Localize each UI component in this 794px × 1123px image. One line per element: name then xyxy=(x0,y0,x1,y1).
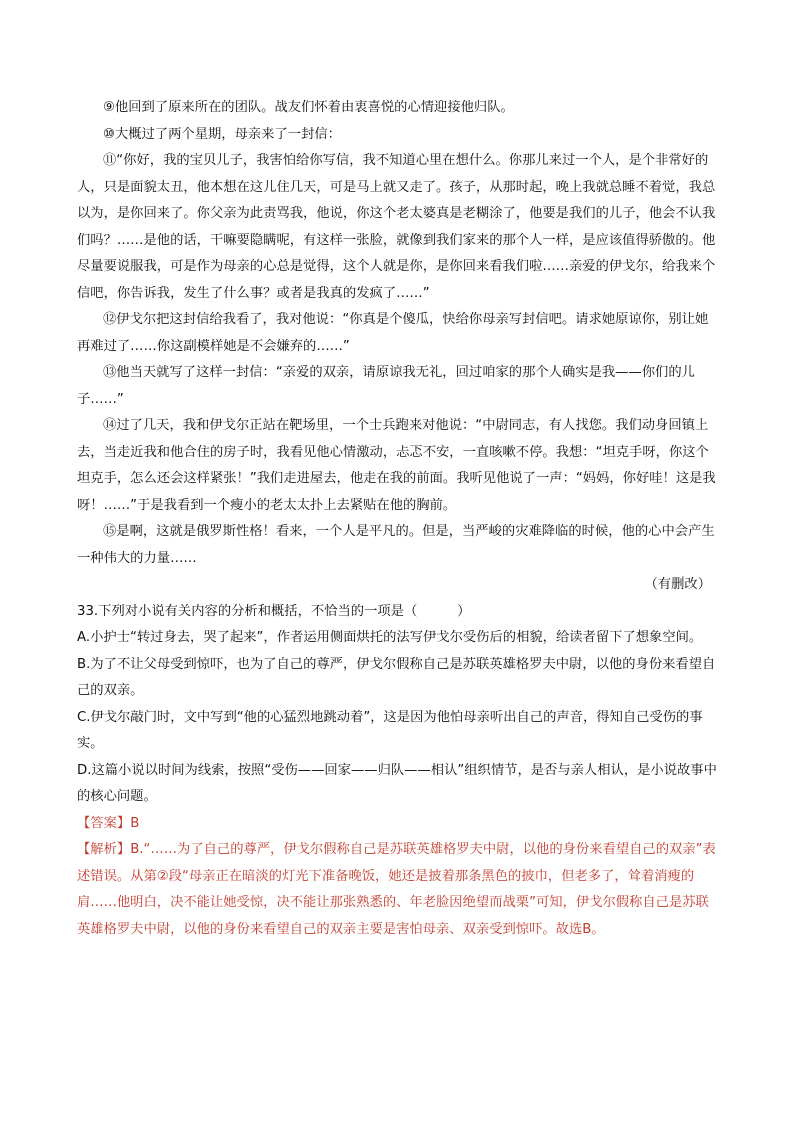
analysis-text: B.“……为了自己的尊严，伊戈尔假称自己是苏联英雄格罗夫中尉，以他的身份来看望自己的双亲”表述错误。从第②段“母亲正在暗淡的灯光下准备晚饭，她还是披着那条黑色的披巾，但老多了，耸着消瘦的肩……他明白，决不能让她受惊，决不能让那张熟悉的、年老脸因绝望而战栗”可知，伊戈尔假称自己是苏联英雄格罗夫中尉，以他的身份来看望自己的双亲主要是害怕母亲、双亲受到惊吓。故选B。 xyxy=(77,842,716,937)
answer-value: B xyxy=(130,815,140,831)
analysis-tag: 【解析】 xyxy=(77,842,131,857)
source-note: （有删改） xyxy=(644,577,711,592)
paragraph-12: ⑫伊戈尔把这封信给我看了，我对他说：“你真是个傻瓜，快给你母亲写封信吧。请求她原谅你，别让她再难过了……你这副模样她是不会嫌弃的……” xyxy=(77,312,709,354)
question-33 xyxy=(77,599,717,944)
option-a: A.小护士“转过身去，哭了起来”，作者运用侧面烘托的法写伊戈尔受伤后的相貌，给读者留下了想象空间。 xyxy=(77,630,703,645)
option-b: B.为了不让父母受到惊吓，也为了自己的尊严，伊戈尔假称自己是苏联英雄格罗夫中尉，以他的身份来看望自己的双亲。 xyxy=(77,656,716,698)
paragraph-11: ⑪“你好，我的宝贝儿子，我害怕给你写信，我不知道心里在想什么。你那儿来过一个人，是个非常好的人，只是面貌太丑，他本想在这儿住几天，可是马上就又走了。孩子，从那时起，晚上我就总睡不着觉，我总以为，是你回来了。你父亲为此责骂我，他说，你这个老太婆真是老糊涂了，他要是我们的儿子，他会不认我们吗？……是他的话，干嘛要隐瞒呢，有这样一张脸，就像到我们家来的那个人一样，是应该值得骄傲的。他尽量要说服我，可是作为母亲的心总是觉得，这个人就是你，是你回来看我们啦……亲爱的伊戈尔，给我来个信吧，你告诉我，发生了什么事？或者是我真的发疯了……” xyxy=(77,153,716,301)
answer-line xyxy=(77,811,717,838)
analysis-line xyxy=(77,837,717,943)
document-body xyxy=(77,95,717,943)
paragraph-14: ⑭过了几天，我和伊戈尔正站在靶场里，一个士兵跑来对他说：“中尉同志，有人找您。我们动身回镇上去，当走近我和他合住的房子时，我看见他心情激动，忐忑不安，一直咳嗽不停。我想：“坦克手呀，你这个坦克手，怎么还会这样紧张！”我们走进屋去，他走在我的前面。我听见他说了一声：“妈妈，你好哇！这是我呀！……”于是我看到一个瘦小的老太太扑上去紧贴在他的胸前。 xyxy=(77,418,716,513)
question-stem: 33.下列对小说有关内容的分析和概括，不恰当的一项是（ ） xyxy=(77,603,471,619)
option-c: C.伊戈尔敲门时，文中写到“他的心猛烈地跳动着”，这是因为他怕母亲听出自己的声音，得知自己受伤的事实。 xyxy=(77,709,703,751)
paragraph-13: ⑬他当天就写了这样一封信：“亲爱的双亲，请原谅我无礼，回过咱家的那个人确实是我——你们的儿子……” xyxy=(77,365,695,407)
paragraph-15: ⑮是啊，这就是俄罗斯性格！看来，一个人是平凡的。但是，当严峻的灾难降临的时候，他的心中会产生一种伟大的力量…… xyxy=(77,524,715,566)
option-d: D.这篇小说以时间为线索，按照“受伤——回家——归队——相认”组织情节，是否与亲人相认，是小说故事中的核心问题。 xyxy=(77,762,717,804)
paragraph-9: ⑨他回到了原来所在的团队。战友们怀着由衷喜悦的心情迎接他归队。 xyxy=(103,100,514,115)
paragraph-10: ⑩大概过了两个星期，母亲来了一封信： xyxy=(103,126,341,142)
story-excerpt xyxy=(77,95,716,599)
answer-tag: 【答案】 xyxy=(77,815,131,831)
